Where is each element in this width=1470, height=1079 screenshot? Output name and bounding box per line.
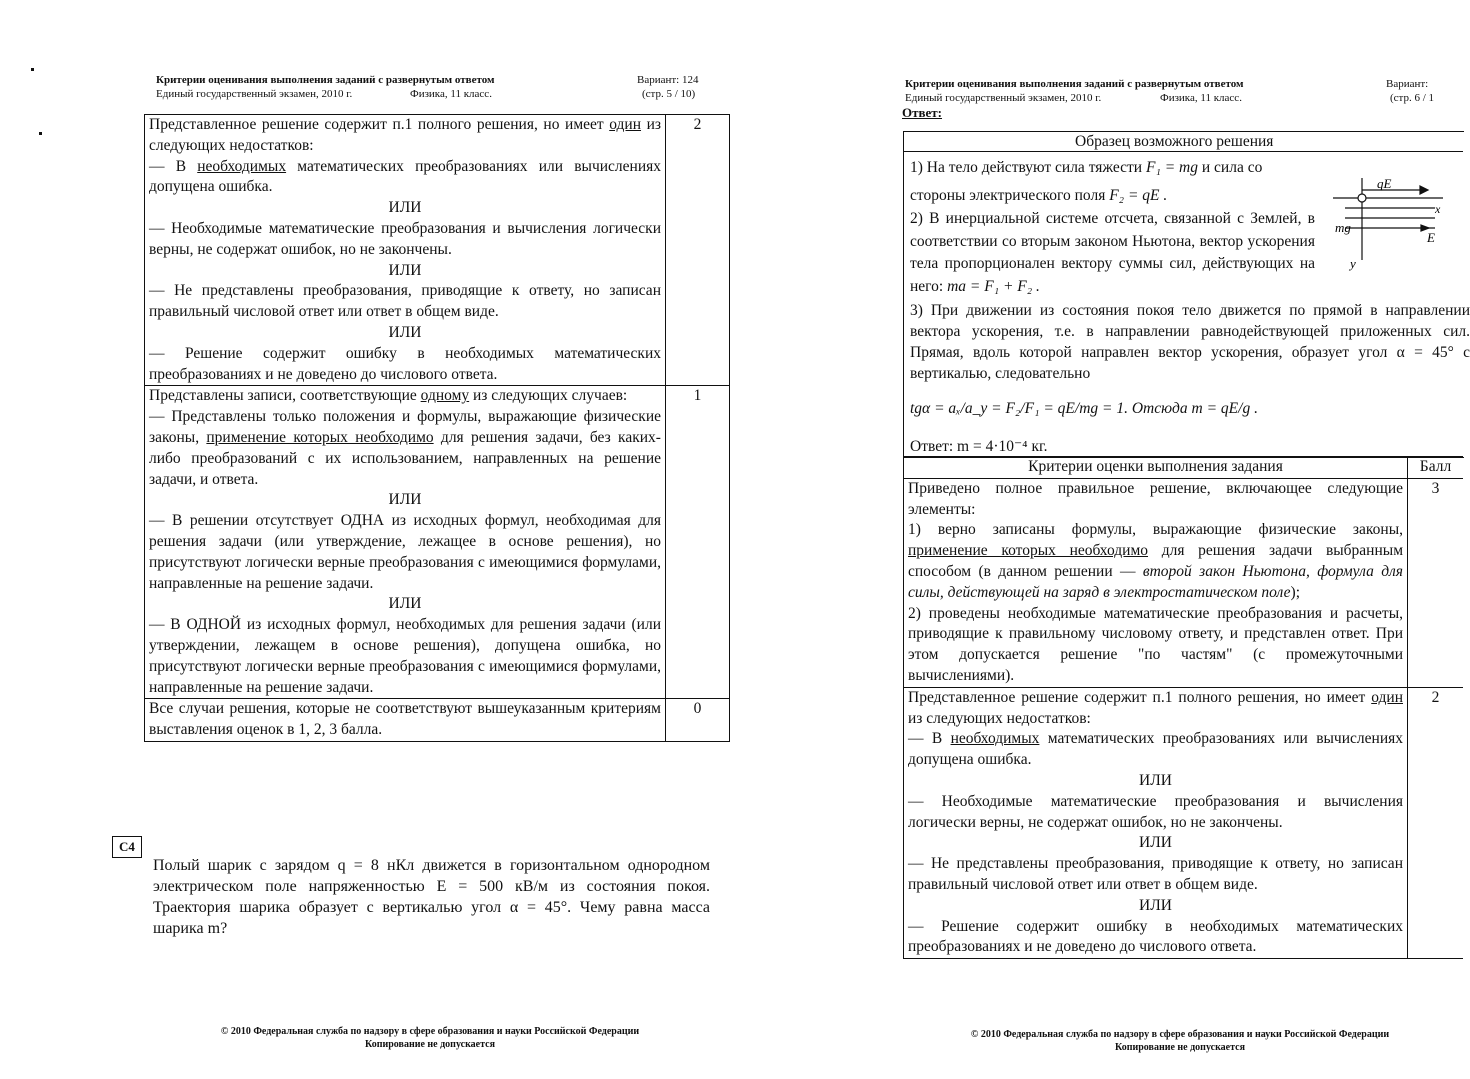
task-label: C4 (112, 836, 142, 858)
solution-formula: tgα = aₓ/a_y = F₂/F₁ = qE/mg = 1. Отсюда m = qE/g . (910, 400, 1258, 417)
table-row: Представлены записи, соответствующие одному из следующих случаев: — Представлены только положения и формулы, выражающие физические законы, применение которых необходимо для решения задачи, без каких-либо преобразований с их использованием, направленных на решение задачи, и ответа. ИЛИ — В решении отсутствует ОДНА из исходных формул, необходимая для решения задачи (или утверждение, лежащее в основе решения), но присутствуют логически верные преобразования с имеющимися формулами, направленные на решение задачи. ИЛИ — В ОДНОЙ из исходных формул, необходимых для решения задачи (или утверждении, лежащем в основе решения), допущена ошибка, но присутствуют логически верные преобразования с имеющимися формулами, направленные на решение задачи. 1 (145, 386, 730, 699)
left-header-title: Критерии оценивания выполнения заданий с развернутым ответом (156, 74, 495, 86)
label-mg: mg (1335, 220, 1351, 235)
left-footer: © 2010 Федеральная служба по надзору в сфере образования и науки Российской Федерации Копирование не допускается (220, 1026, 640, 1050)
left-header-exam: Единый государственный экзамен, 2010 г. (156, 88, 353, 100)
force-diagram (1325, 170, 1443, 270)
table-row: Приведено полное правильное решение, включающее следующие элементы: 1) верно записаны формулы, выражающие физические законы, применение которых необходимо для решения задачи выбранным способом (в данном решении — второй закон Ньютона, формула для силы, действующей на заряд в электростатическом поле); 2) проведены необходимые математические преобразования и расчеты, приводящие к правильному числовому ответу, и представлен ответ. При этом допускается решение "по частям" (с промежуточными вычислениями). 3 (904, 478, 1464, 687)
solution-step-1: 1) На тело действуют сила тяжести F₁ = mg и сила со (910, 159, 1263, 176)
solution-title: Образец возможного решения (1075, 133, 1274, 150)
right-header-title: Критерии оценивания выполнения заданий с развернутым ответом (905, 78, 1244, 90)
answer-label: Ответ: (902, 105, 943, 120)
right-header-variant: Вариант: (1386, 78, 1429, 90)
score-cell: 2 (666, 115, 730, 386)
task-text: Полый шарик с зарядом q = 8 нКл движется в горизонтальном однородном электрическом поле напряженностью E = 500 кВ/м из состояния покоя. Траектория шарика образует с вертикалью угол α = 45°. Чему равна масса шарика m? (153, 857, 710, 937)
label-y: y (1350, 256, 1356, 271)
right-header-exam: Единый государственный экзамен, 2010 г. (905, 92, 1102, 104)
solution-step-2: 2) В инерциальной системе отсчета, связанной с Землей, в соответствии со вторым законом Ньютона, вектор ускорения тела пропорционален вектору суммы сил, действующих на него: ma = F₁ + F₂ . (910, 210, 1315, 295)
solution-answer: Ответ: m = 4·10⁻⁴ кг. (910, 438, 1048, 455)
score-cell: 3 (1408, 478, 1464, 687)
qe-arrowhead (1420, 186, 1428, 194)
score-cell: 0 (666, 699, 730, 742)
label-qe: qE (1377, 176, 1392, 191)
label-e: E (1427, 230, 1435, 245)
score-cell: 1 (666, 386, 730, 699)
left-header-subject: Физика, 11 класс. (410, 88, 492, 100)
right-footer: © 2010 Федеральная служба по надзору в сфере образования и науки Российской Федерации Копирование не допускается (970, 1029, 1390, 1053)
scan-speck (39, 132, 42, 135)
table-row: Все случаи решения, которые не соответствуют вышеуказанным критериям выставления оценок в 1, 2, 3 балла. 0 (145, 699, 730, 742)
solution-step-3: 3) При движении из состояния покоя тело движется по прямой в направлении вектора ускорения, т.е. в направлении равнодействующей приложенных сил. Прямая, вдоль которой направлен вектор ускорения, образует угол α = 45° с вертикалью, следовательно (910, 302, 1470, 382)
label-x: x (1435, 202, 1441, 216)
score-cell: 2 (1408, 687, 1464, 958)
scan-speck (31, 68, 34, 71)
left-header-variant: Вариант: 124 (637, 74, 699, 86)
table-row: Представленное решение содержит п.1 полного решения, но имеет один из следующих недостатков: — В необходимых математических преобразованиях или вычислениях допущена ошибка. ИЛИ — Необходимые математические преобразования и вычисления логически верны, не содержат ошибок, но не закончены. ИЛИ — Не представлены преобразования, приводящие к ответу, но записан правильный числовой ответ или ответ в общем виде. ИЛИ — Решение содержит ошибку в необходимых математических преобразованиях и не доведено до числового ответа. 2 (145, 115, 730, 386)
table-row: Представленное решение содержит п.1 полного решения, но имеет один из следующих недостатков: — В необходимых математических преобразованиях или вычислениях допущена ошибка. ИЛИ — Необходимые математические преобразования и вычисления логически верны, не содержат ошибок, но не закончены. ИЛИ — Не представлены преобразования, приводящие к ответу, но записан правильный числовой ответ или ответ в общем виде. ИЛИ — Решение содержит ошибку в необходимых математических преобразованиях и не доведено до числового ответа. 2 (904, 687, 1464, 958)
right-header-subject: Физика, 11 класс. (1160, 92, 1242, 104)
ball (1358, 194, 1366, 202)
solution-step-1b: стороны электрического поля F₂ = qE . (910, 187, 1168, 204)
table-header-row: Критерии оценки выполнения задания Балл (904, 457, 1464, 479)
right-header-page: (стр. 6 / 1 (1390, 92, 1435, 104)
left-header-page: (стр. 5 / 10) (642, 88, 696, 100)
left-criteria-table (144, 114, 730, 742)
right-criteria-table (903, 456, 1463, 959)
